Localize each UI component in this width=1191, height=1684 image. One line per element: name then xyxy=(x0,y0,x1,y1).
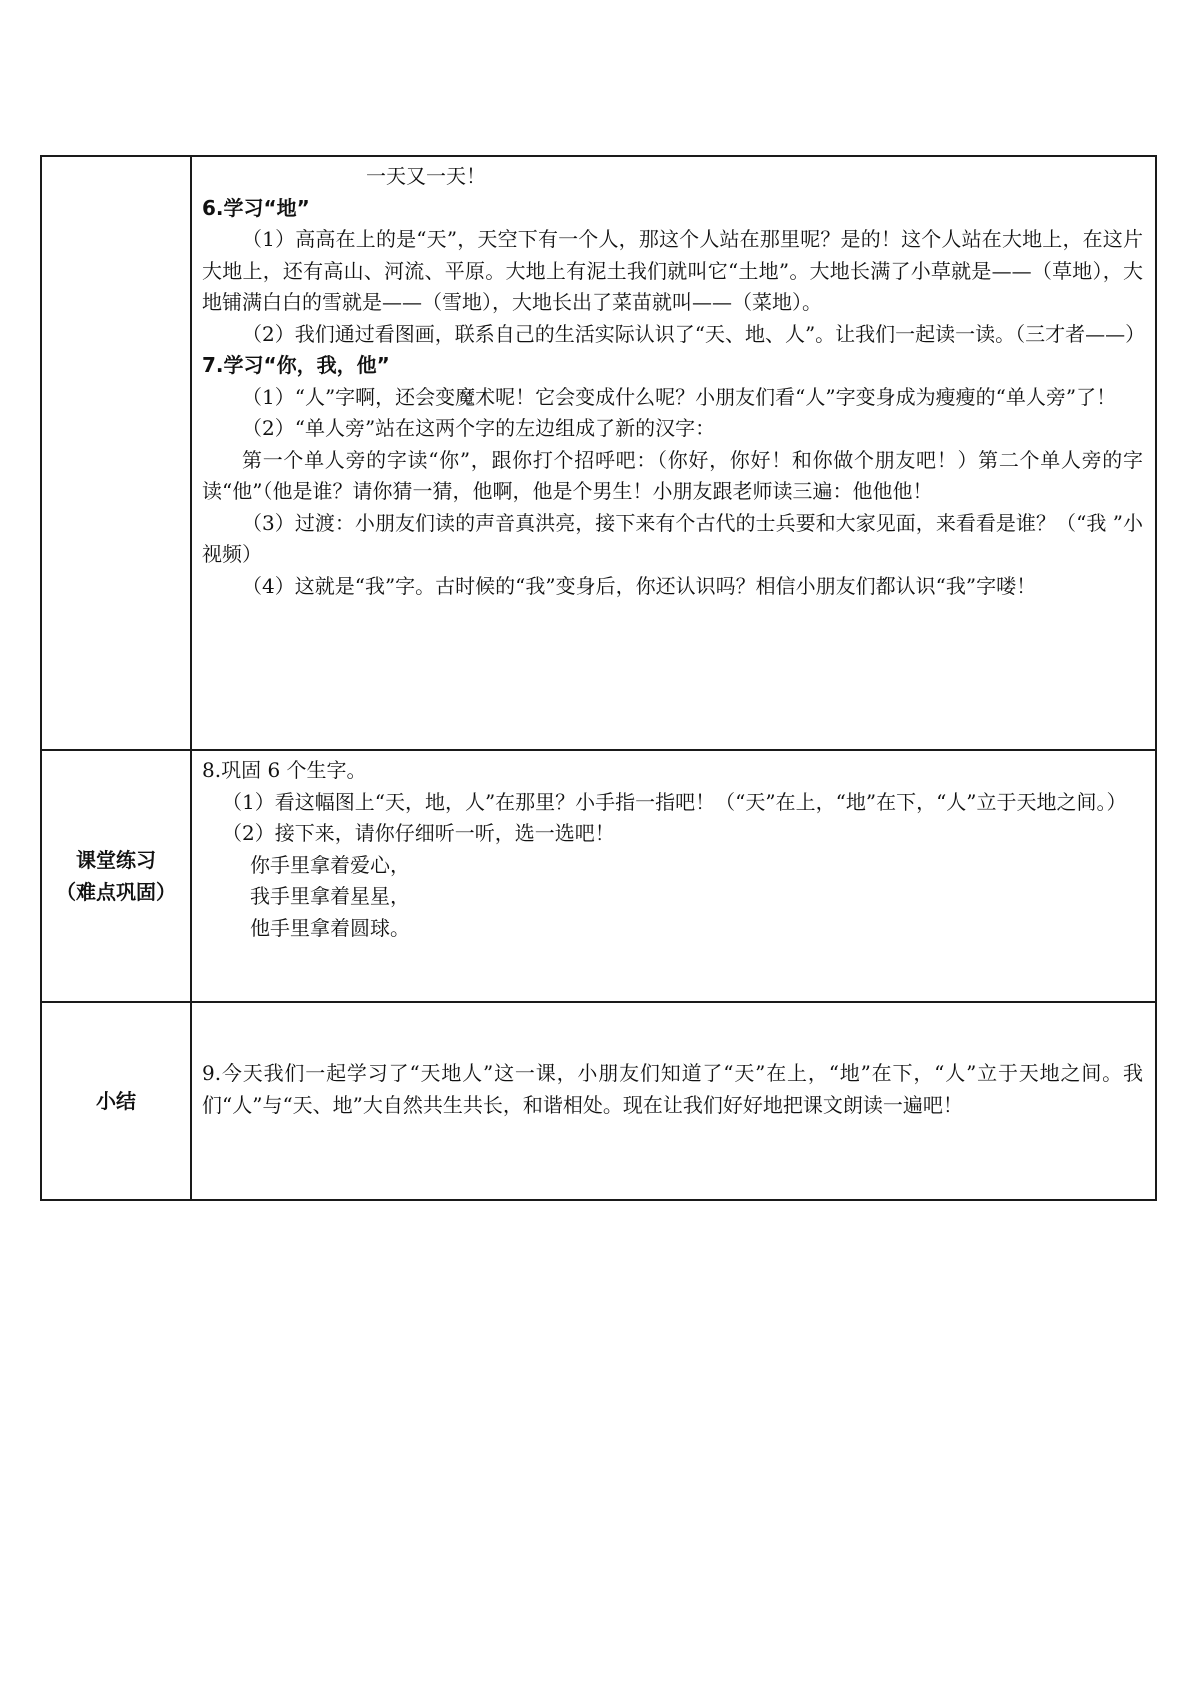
section-heading-8: 8.巩固 6 个生字。 xyxy=(202,758,367,782)
paragraph-8-2: （2）接下来，请你仔细听一听，选一选吧！ xyxy=(222,821,615,845)
row-content-teaching-process xyxy=(191,156,1156,750)
paragraph-7-5: （4）这就是“我”字。古时候的“我”变身后，你还认识吗？相信小朋友们都认识“我”字喽！ xyxy=(242,573,1037,598)
row-label-line-1: 课堂练习 xyxy=(76,848,156,872)
section-heading-6: 6.学习“地” xyxy=(202,195,310,220)
paragraph-8-1: （1）看这幅图上“天，地，人”在那里？小手指一指吧！（“天”在上，“地”在下，“人”立于天地之间。） xyxy=(222,789,1127,814)
row-label-classroom-practice xyxy=(41,750,191,1002)
poem-line-2: 我手里拿着星星， xyxy=(250,884,410,908)
poem-line-3: 他手里拿着圆球。 xyxy=(250,915,410,940)
paragraph-7-3: 第一个单人旁的字读“你”，跟你打个招呼吧：（你好，你好！和你做个朋友吧！）第二个单人旁的字读“他”（他是谁？请你猜一猜，他啊，他是个男生！小朋友跟老师读三遍：他他他！ xyxy=(202,447,1143,503)
section-heading-7: 7.学习“你，我，他” xyxy=(202,353,390,377)
paragraph-6-2: （2）我们通过看图画，联系自己的生活实际认识了“天、地、人”。让我们一起读一读。（三才者——） xyxy=(242,321,1146,346)
text-line: 一天又一天！ xyxy=(366,164,486,188)
row-content-classroom-practice xyxy=(191,750,1156,1002)
paragraph-7-2: （2）“单人旁”站在这两个字的左边组成了新的汉字： xyxy=(242,416,716,440)
paragraph-6-1: （1）高高在上的是“天”，天空下有一个人，那这个人站在那里呢？是的！这个人站在大地上，在这片大地上，还有高山、河流、平原。大地上有泥土我们就叫它“土地”。大地长满了小草就是——（草地），大地铺满白白的雪就是——（雪地），大地长出了菜苗就叫——（菜地）。 xyxy=(202,227,1143,314)
lesson-plan-table xyxy=(40,155,1157,1201)
row-label-summary: 小结 xyxy=(41,1002,191,1200)
table-row-summary xyxy=(41,1002,1156,1200)
paragraph-7-1: （1）“人”字啊，还会变魔术呢！它会变成什么呢？小朋友们看“人”字变身成为瘦瘦的“单人旁”了！ xyxy=(242,384,1117,409)
row-label-empty xyxy=(41,156,191,750)
row-content-summary xyxy=(191,1002,1156,1200)
table-row-classroom-practice xyxy=(41,750,1156,1002)
paragraph-9: 9.今天我们一起学习了“天地人”这一课，小朋友们知道了“天”在上，“地”在下，“人”立于天地之间。我们“人”与“天、地”大自然共生共长，和谐相处。现在让我们好好地把课文朗读一遍吧！ xyxy=(202,1061,1143,1117)
row-label-line-2: （难点巩固） xyxy=(56,880,176,904)
poem-line-1: 你手里拿着爱心， xyxy=(250,852,410,877)
paragraph-7-4: （3）过渡：小朋友们读的声音真洪亮，接下来有个古代的士兵要和大家见面，来看看是谁？（“我 ”小视频） xyxy=(202,510,1143,566)
table-row-teaching-process xyxy=(41,156,1156,750)
